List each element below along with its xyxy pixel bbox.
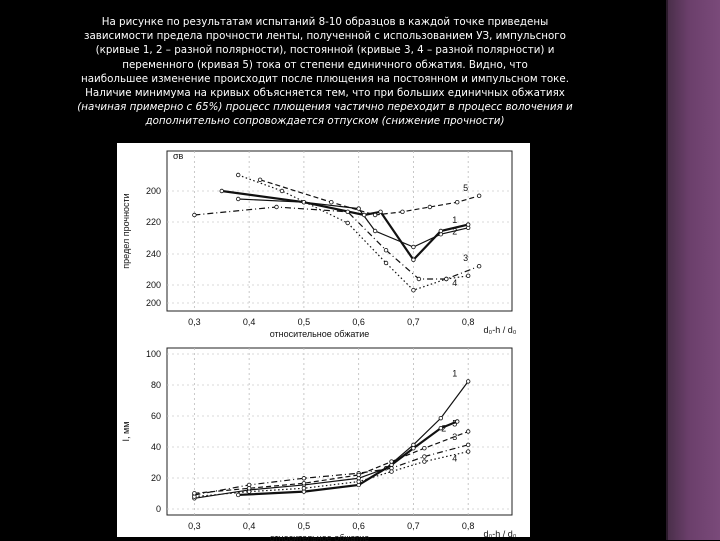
x-axis-symbol: d₀-h / d₀ xyxy=(483,325,517,335)
curve-label: 2 xyxy=(452,226,458,237)
data-point xyxy=(401,210,405,214)
data-point xyxy=(466,223,470,227)
data-point xyxy=(357,480,361,484)
caption-line: наибольшее изменение происходит после плющения на постоянном и импульсном токе. xyxy=(80,72,570,85)
data-point xyxy=(220,189,224,193)
caption-line: (начиная примерно с 65%) процесс плющения частично переходит в процесс волочения и xyxy=(77,101,573,114)
data-point xyxy=(466,443,470,447)
curve-label: 3 xyxy=(452,431,458,442)
series-line-5 xyxy=(194,432,468,494)
x-tick-label: 0,5 xyxy=(297,521,311,531)
series-line-3 xyxy=(194,207,479,279)
caption-line: Наличие минимума на кривых объясняется тем, что при больших единичных обжатиях xyxy=(85,87,565,100)
data-point xyxy=(236,197,240,201)
data-point xyxy=(466,450,470,454)
data-point xyxy=(193,491,197,495)
x-axis-label: относительное обжатие xyxy=(269,329,370,339)
x-tick-label: 0,8 xyxy=(461,521,475,531)
data-point xyxy=(412,258,416,262)
data-point xyxy=(439,229,443,233)
data-point xyxy=(362,213,366,217)
data-point xyxy=(373,213,377,217)
data-point xyxy=(275,205,279,209)
data-point xyxy=(379,210,383,214)
data-point xyxy=(477,194,481,198)
data-point xyxy=(236,493,240,497)
data-point xyxy=(417,277,421,281)
x-tick-label: 0,6 xyxy=(352,521,365,531)
data-point xyxy=(329,200,333,204)
y-tick-label: 100 xyxy=(145,349,161,359)
caption-text xyxy=(60,15,590,129)
y-tick-label: 240 xyxy=(145,249,161,259)
y-tick-label: 220 xyxy=(145,217,161,227)
x-tick-label: 0,7 xyxy=(407,317,420,327)
data-point xyxy=(412,245,416,249)
data-point xyxy=(412,446,416,450)
charts-svg xyxy=(117,143,530,541)
data-point xyxy=(302,481,306,485)
x-tick-label: 0,6 xyxy=(352,317,365,327)
curve-label: 1 xyxy=(452,214,458,225)
y-tick-label: 60 xyxy=(150,411,161,421)
data-point xyxy=(258,178,262,182)
data-point xyxy=(247,486,251,490)
data-point xyxy=(466,274,470,278)
data-point xyxy=(193,213,197,217)
data-point xyxy=(423,455,427,459)
caption-line: (кривые 1, 2 – разной полярности), постоянной (кривые 3, 4 – разной полярности) и xyxy=(95,44,555,57)
y-axis-label: I, мм xyxy=(121,421,131,442)
series-line-1 xyxy=(194,381,468,498)
y-axis-symbol: σв xyxy=(173,151,184,161)
caption-line: дополнительно сопровождается отпуском (снижение прочности) xyxy=(145,115,505,128)
data-point xyxy=(302,486,306,490)
curve-label: 4 xyxy=(452,453,458,464)
y-tick-label: 200 xyxy=(145,186,161,196)
data-point xyxy=(428,205,432,209)
data-point xyxy=(384,248,388,252)
chart-2 xyxy=(121,348,517,541)
data-point xyxy=(236,173,240,177)
data-point xyxy=(357,207,361,211)
data-point xyxy=(423,446,427,450)
x-tick-label: 0,8 xyxy=(461,317,475,327)
data-point xyxy=(346,210,350,214)
series-line-5 xyxy=(260,180,479,215)
data-point xyxy=(444,277,448,281)
y-axis-label: предел прочности xyxy=(121,193,131,269)
data-point xyxy=(412,288,416,292)
series-line-2 xyxy=(222,191,468,260)
data-point xyxy=(384,261,388,265)
figure-panel xyxy=(117,143,530,541)
y-tick-label: 80 xyxy=(150,380,161,390)
curve-label: 5 xyxy=(463,182,469,193)
y-tick-label: 40 xyxy=(150,442,161,452)
x-axis-symbol: d₀-h / d₀ xyxy=(483,529,517,539)
x-tick-label: 0,3 xyxy=(188,521,201,531)
x-tick-label: 0,5 xyxy=(297,317,311,327)
x-tick-label: 0,4 xyxy=(242,521,256,531)
curve-label: 2 xyxy=(441,423,447,434)
y-tick-label: 20 xyxy=(150,473,161,483)
data-point xyxy=(373,229,377,233)
y-tick-label: 0 xyxy=(155,504,161,514)
data-point xyxy=(439,416,443,420)
data-point xyxy=(466,430,470,434)
data-point xyxy=(280,189,284,193)
curve-label: 4 xyxy=(452,277,458,288)
curve-label: 1 xyxy=(452,368,458,379)
y-tick-label: 200 xyxy=(145,298,161,308)
chart-1 xyxy=(121,151,517,339)
caption-line: На рисунке по результатам испытаний 8-10 образцов в каждой точке приведены xyxy=(101,16,549,28)
caption-line: переменного (кривая 5) тока от степени единичного обжатия. Видно, что xyxy=(122,58,528,71)
plot-frame xyxy=(167,151,512,311)
y-tick-label: 200 xyxy=(145,280,161,290)
curve-label: 3 xyxy=(463,253,469,264)
curve-label: 5 xyxy=(452,418,458,429)
data-point xyxy=(455,200,459,204)
x-tick-label: 0,7 xyxy=(407,521,420,531)
data-point xyxy=(477,264,481,268)
data-point xyxy=(390,460,394,464)
caption-line: зависимости предела прочности ленты, полученной с использованием УЗ, импульсного xyxy=(84,30,566,43)
plot-frame xyxy=(167,348,512,515)
data-point xyxy=(390,470,394,474)
side-accent-panel xyxy=(668,0,720,540)
series-line-4 xyxy=(238,175,468,290)
x-tick-label: 0,4 xyxy=(242,317,256,327)
x-axis-label: относительное обжатие xyxy=(269,533,370,541)
x-tick-label: 0,3 xyxy=(188,317,201,327)
data-point xyxy=(466,380,470,384)
data-point xyxy=(346,221,350,225)
data-point xyxy=(302,476,306,480)
data-point xyxy=(357,473,361,477)
data-point xyxy=(423,460,427,464)
